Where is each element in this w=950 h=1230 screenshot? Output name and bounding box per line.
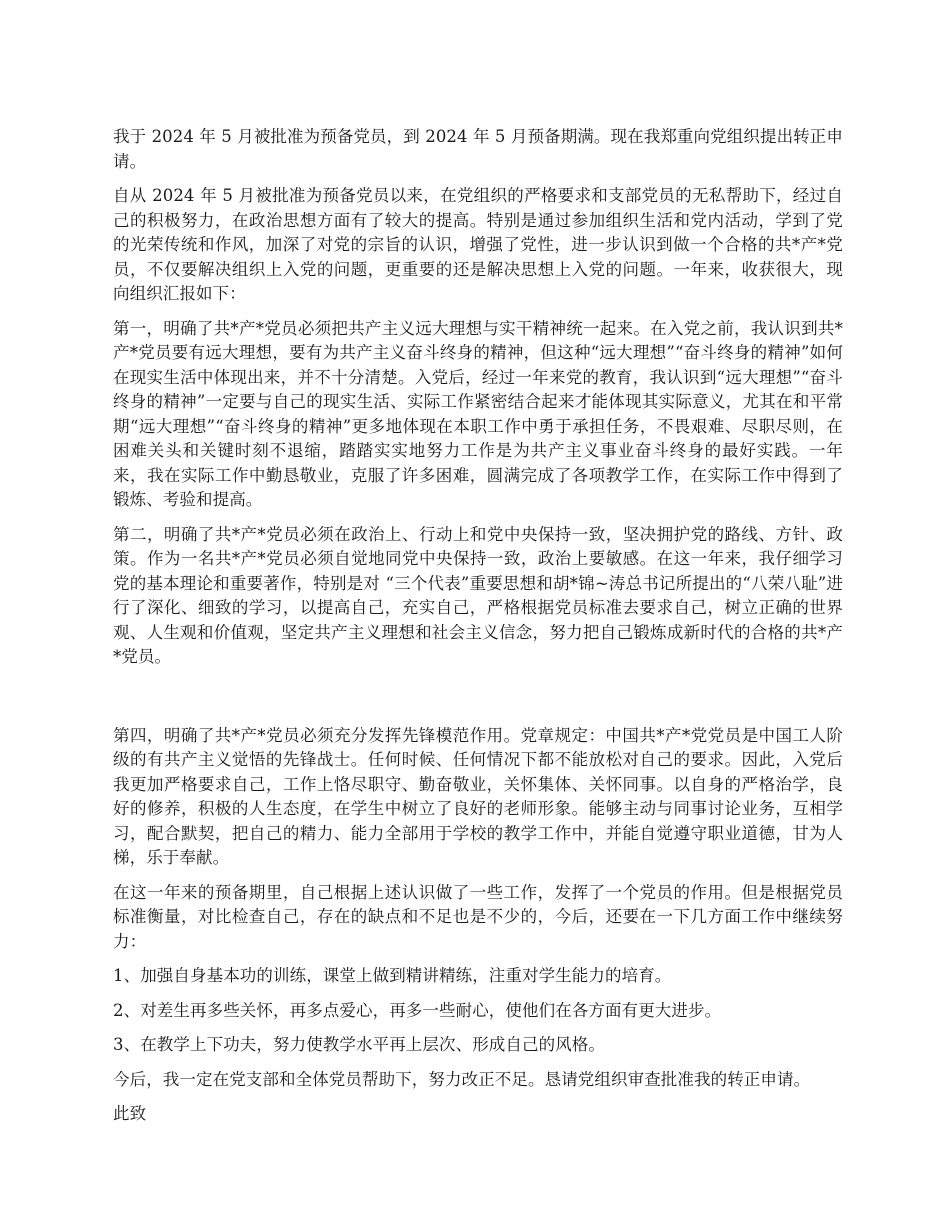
paragraph-shortcomings: 在这一年来的预备期里，自己根据上述认识做了一些工作，发挥了一个党员的作用。但是根据党员标准衡量，对比检查自己，存在的缺点和不足也是不少的，今后，还要在一下几方面工作中继续努力：: [113, 882, 843, 951]
list-item-1: 1、加强自身基本功的训练，课堂上做到精讲精练，注重对学生能力的培育。: [113, 966, 672, 985]
paragraph-point-two: 第二，明确了共*产*党员必须在政治上、行动上和党中央保持一致，坚决拥护党的路线、方针、政策。作为一名共*产*党员必须自觉地同党中央保持一致，政治上要敏感。在这一年来，我仔细学习党的基本理论和重要著作，特别是对 “三个代表”重要思想和胡*锦~涛总书记所提出的“八荣八耻”进行了深化、细致的学习，以提高自己，充实自己，严格根据党员标准去要求自己，树立正确的世界观、人生观和价值观，坚定共产主义理想和社会主义信念，努力把自己锻炼成新时代的合格的共*产*党员。: [113, 524, 843, 666]
salutation: 此致: [113, 1104, 147, 1123]
paragraph-overview: 自从 2024 年 5 月被批准为预备党员以来，在党组织的严格要求和支部党员的无私帮助下，经过自己的积极努力，在政治思想方面有了较大的提高。特别是通过参加组织生活和党内活动，学到了党的光荣传统和作风，加深了对党的宗旨的认识，增强了党性，进一步认识到做一个合格的共*产*党员，不仅要解决组织上入党的问题，更重要的还是解决思想上入党的问题。一年来，收获很大，现向组织汇报如下：: [113, 186, 843, 303]
list-item-3: 3、在教学上下功夫，努力使教学水平再上层次、形成自己的风格。: [113, 1035, 605, 1054]
list-item-2: 2、对差生再多些关怀，再多点爱心，再多一些耐心，使他们在各方面有更大进步。: [113, 1000, 722, 1020]
document-body: [113, 125, 843, 1137]
paragraph-intro: 我于 2024 年 5 月被批准为预备党员，到 2024 年 5 月预备期满。现在我郑重向党组织提出转正申请。: [113, 127, 843, 171]
paragraph-point-four: 第四，明确了共*产*党员必须充分发挥先锋模范作用。党章规定：中国共*产*党党员是中国工人阶级的有共产主义觉悟的先锋战士。任何时候、任何情况下都不能放松对自己的要求。因此，入党后我更加严格要求自己，工作上恪尽职守、勤奋敬业，关怀集体、关怀同事。以自身的严格治学，良好的修养，积极的人生态度，在学生中树立了良好的老师形象。能够主动与同事讨论业务，互相学习，配合默契，把自己的精力、能力全部用于学校的教学工作中，并能自觉遵守职业道德，甘为人梯，乐于奉献。: [113, 725, 843, 867]
paragraph-point-one: 第一，明确了共*产*党员必须把共产主义远大理想与实干精神统一起来。在入党之前，我认识到共*产*党员要有远大理想，要有为共产主义奋斗终身的精神，但这种“远大理想”“奋斗终身的精神”如何在现实生活中体现出来，并不十分清楚。入党后，经过一年来党的教育，我认识到“远大理想”“奋斗终身的精神”一定要与自己的现实生活、实际工作紧密结合起来才能体现其实际意义，尤其在和平常期“远大理想”“奋斗终身的精神”更多地体现在本职工作中勇于承担任务，不畏艰难、尽职尽则，在困难关头和关键时刻不退缩，踏踏实实地努力工作是为共产主义事业奋斗终身的最好实践。一年来，我在实际工作中勤恳敬业，克服了许多困难，圆满完成了各项教学工作，在实际工作中得到了锻炼、考验和提高。: [113, 318, 843, 509]
blank-space: [113, 680, 843, 724]
paragraph-closing-request: 今后，我一定在党支部和全体党员帮助下，努力改正不足。恳请党组织审查批准我的转正申请。: [113, 1069, 811, 1089]
